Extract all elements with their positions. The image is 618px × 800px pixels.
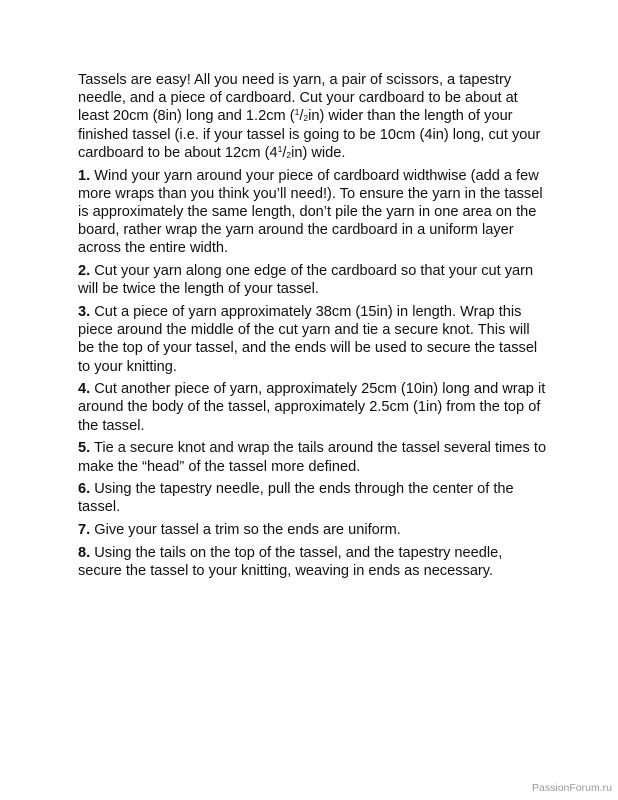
- step-paragraph: [78, 262, 548, 298]
- step-text: Using the tails on the top of the tassel, and the tapestry needle, secure the tassel to your knitting, weaving in ends as necessary.: [78, 544, 503, 580]
- step-number: 1.: [78, 167, 91, 184]
- step-paragraph: [78, 303, 548, 376]
- step-text: Cut another piece of yarn, approximately 25cm (10in) long and wrap it around the body of the tassel, approximately 2.5cm (1in) from the top of the tassel.: [78, 381, 546, 434]
- intro-text-3: in) wide.: [291, 144, 346, 161]
- fraction-numerator: 1: [277, 143, 283, 154]
- step-text: Tie a secure knot and wrap the tails around the tassel several times to make the “head” of the tassel more defined.: [78, 440, 547, 475]
- step-number: 7.: [78, 522, 91, 539]
- fraction-numerator: 1: [294, 107, 300, 118]
- step-text: Cut a piece of yarn approximately 38cm (15in) in length. Wrap this piece around the middle of the cut yarn and tie a secure knot. This will be the top of your tassel, and the ends will be used to secure the tassel to your knitting.: [78, 303, 538, 375]
- step-text: Cut your yarn along one edge of the cardboard so that your cut yarn will be twice the length of your tassel.: [78, 263, 534, 298]
- step-number: 2.: [78, 263, 91, 280]
- step-number: 3.: [78, 303, 91, 320]
- intro-text-1: Tassels are easy! All you need is yarn, a pair of scissors, a tapestry needle, and a piece of cardboard. Cut your cardboard to be about at least 20cm (8in) long and 1.2cm (: [78, 72, 518, 125]
- intro-text-2: in) wider than the length of your finished tassel (i.e. if your tassel is going to be 10cm (4in) long, cut your cardboard to be about 12cm (4: [78, 108, 541, 161]
- step-number: 6.: [78, 481, 91, 498]
- step-text: Wind your yarn around your piece of cardboard widthwise (add a few more wraps than you think you’ll need!). To ensure the yarn in the tassel is approximately the same length, don’t pile the yarn in one area on the board, rather wrap the yarn around the cardboard in a uniform layer across the entire width.: [78, 167, 543, 257]
- fraction-half: $^1/_2$: [294, 107, 309, 125]
- step-text: Give your tassel a trim so the ends are uniform.: [90, 522, 401, 539]
- intro-paragraph: [78, 71, 548, 162]
- fraction-denominator: 2: [303, 113, 309, 124]
- step-paragraph: [78, 439, 548, 475]
- step-paragraph: [78, 480, 548, 516]
- step-paragraph: [78, 521, 548, 539]
- step-number: 8.: [78, 544, 91, 561]
- fraction-half: $^1/_2$: [277, 143, 292, 161]
- step-text: Using the tapestry needle, pull the ends through the center of the tassel.: [78, 481, 514, 516]
- instructions-body: [78, 71, 548, 585]
- step-number: 5.: [78, 440, 91, 457]
- watermark: PassionForum.ru: [532, 782, 612, 794]
- fraction-denominator: 2: [286, 149, 292, 160]
- step-paragraph: [78, 167, 548, 258]
- step-number: 4.: [78, 381, 91, 398]
- step-paragraph: [78, 544, 548, 580]
- step-paragraph: [78, 380, 548, 435]
